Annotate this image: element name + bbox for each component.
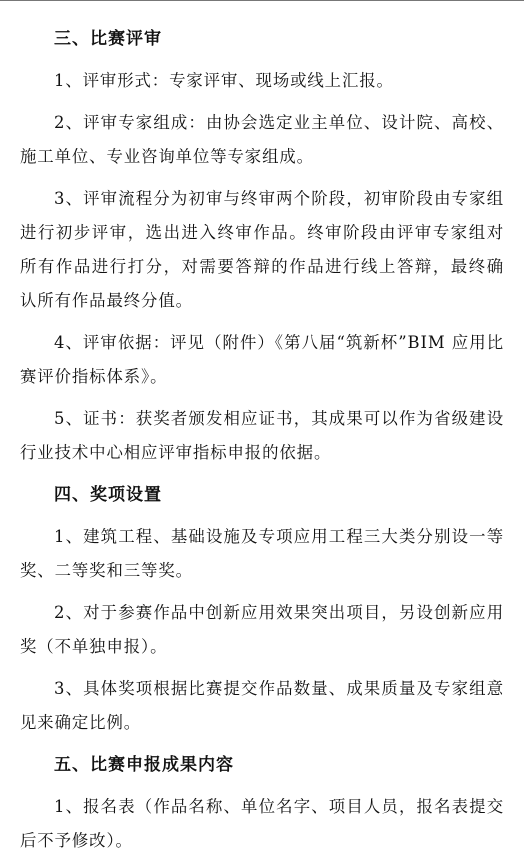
paragraph-innovation-award: 2、对于参赛作品中创新应用效果突出项目，另设创新应用奖（不单独申报）。: [20, 603, 504, 656]
paragraph-registration-form: 1、报名表（作品名称、单位名字、项目人员，报名表提交后不予修改）。: [20, 797, 504, 850]
paragraph-certificate: 5、证书：获奖者颁发相应证书，其成果可以作为省级建设行业技术中心相应评审指标申报的依据。: [20, 409, 504, 462]
paragraph-award-ratio: 3、具体奖项根据比赛提交作品数量、成果质量及专家组意见来确定比例。: [20, 679, 504, 732]
paragraph-award-categories: 1、建筑工程、基础设施及专项应用工程三大类分别设一等奖、二等奖和三等奖。: [20, 527, 504, 580]
document-body: [20, 22, 504, 866]
paragraph-review-experts: 2、评审专家组成：由协会选定业主单位、设计院、高校、施工单位、专业咨询单位等专家组成。: [20, 113, 504, 166]
top-border-line: [0, 0, 524, 1]
paragraph-review-process: 3、评审流程分为初审与终审两个阶段，初审阶段由专家组进行初步评审，选出进入终审作品。终审阶段由评审专家组对所有作品进行打分，对需要答辩的作品进行线上答辩，最终确认所有作品最终分值。: [20, 189, 504, 310]
paragraph-review-basis: 4、评审依据：评见（附件）《第八届“筑新杯”BIM 应用比赛评价指标体系》。: [20, 333, 504, 386]
section-heading-submission: 五、比赛申报成果内容: [54, 755, 234, 775]
section-heading-review: 三、比赛评审: [54, 29, 162, 49]
section-heading-awards: 四、奖项设置: [54, 485, 162, 505]
paragraph-review-form: 1、评审形式：专家评审、现场或线上汇报。: [54, 71, 394, 90]
